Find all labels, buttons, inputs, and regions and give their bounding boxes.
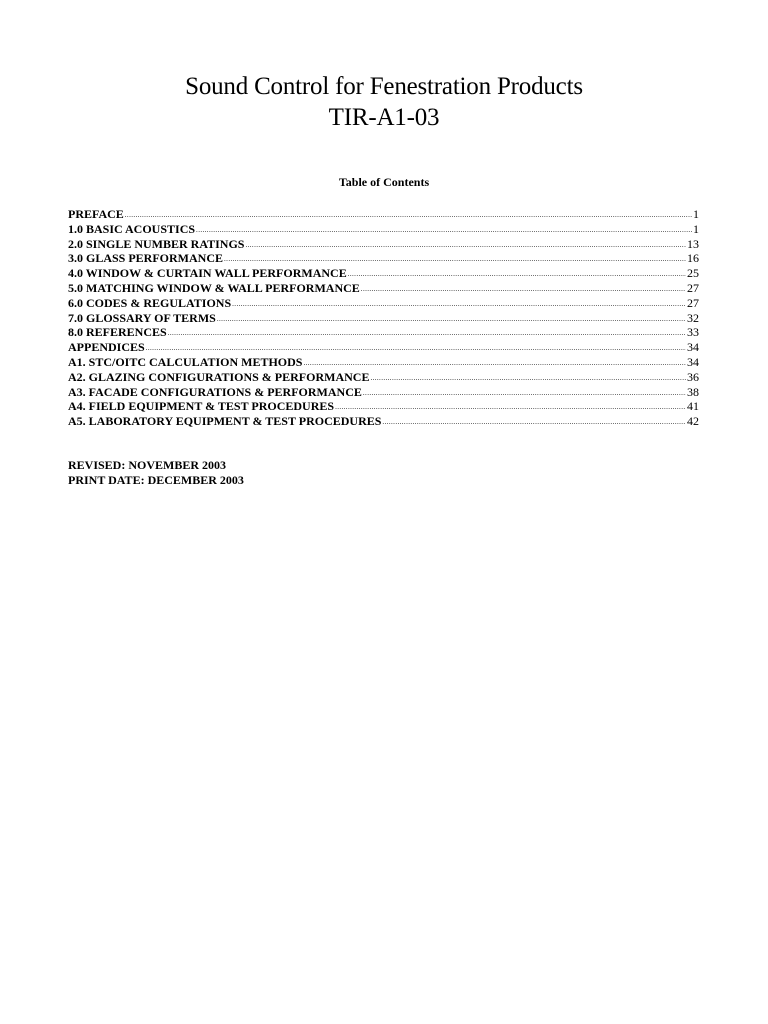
toc-entry-label: PREFACE	[68, 207, 124, 221]
toc-entry-page: 1	[693, 221, 699, 236]
toc-entry[interactable]	[68, 399, 699, 414]
toc-entry[interactable]	[68, 385, 699, 400]
toc-dot-leader	[168, 326, 686, 341]
document-footer	[68, 458, 244, 488]
toc-entry-page: 13	[687, 236, 699, 251]
toc-dot-leader	[363, 386, 686, 401]
toc-entry[interactable]	[68, 207, 699, 222]
toc-entry-label: 7.0 GLOSSARY OF TERMS	[68, 310, 216, 325]
toc-entry[interactable]	[68, 325, 699, 340]
toc-entry-label: 1.0 BASIC ACOUSTICS	[68, 221, 196, 236]
toc-dot-leader	[348, 267, 686, 282]
table-of-contents	[68, 207, 699, 429]
toc-entry-page: 16	[687, 251, 699, 266]
document-title: Sound Control for Fenestration Products	[185, 73, 583, 100]
toc-entry-page: 34	[687, 354, 699, 369]
toc-dot-leader	[125, 208, 692, 223]
toc-entry-label: 5.0 MATCHING WINDOW & WALL PERFORMANCE	[68, 280, 360, 295]
toc-dot-leader	[382, 415, 686, 430]
toc-dot-leader	[146, 341, 686, 356]
toc-entry[interactable]	[68, 340, 699, 355]
toc-entry-label: A1. STC/OITC CALCULATION METHODS	[68, 354, 303, 369]
toc-entry-label: 3.0 GLASS PERFORMANCE	[68, 251, 224, 266]
document-number: TIR-A1-03	[328, 104, 440, 131]
toc-entry-page: 36	[687, 369, 699, 384]
toc-entry-label: 2.0 SINGLE NUMBER RATINGS	[68, 236, 245, 251]
toc-entry-page: 33	[687, 325, 699, 340]
toc-entry[interactable]	[68, 222, 699, 237]
toc-entry-label: A3. FACADE CONFIGURATIONS & PERFORMANCE	[68, 384, 362, 399]
toc-entry-page: 32	[687, 310, 699, 325]
toc-dot-leader	[217, 312, 686, 327]
toc-entry-label: A2. GLAZING CONFIGURATIONS & PERFORMANCE	[68, 369, 370, 384]
toc-entry[interactable]	[68, 296, 699, 311]
toc-entry-page: 42	[687, 414, 699, 429]
toc-entry[interactable]	[68, 281, 699, 296]
toc-entry-page: 38	[687, 384, 699, 399]
toc-dot-leader	[370, 371, 686, 386]
toc-entry-label: A4. FIELD EQUIPMENT & TEST PROCEDURES	[68, 399, 335, 414]
toc-entry[interactable]	[68, 311, 699, 326]
toc-entry[interactable]	[68, 414, 699, 429]
revised-date: REVISED: NOVEMBER 2003	[68, 458, 227, 472]
toc-entry-page: 27	[687, 280, 699, 295]
toc-entry-label: A5. LABORATORY EQUIPMENT & TEST PROCEDURES	[68, 414, 382, 429]
toc-entry-page: 1	[693, 207, 699, 221]
toc-entry-label: 4.0 WINDOW & CURTAIN WALL PERFORMANCE	[68, 266, 347, 281]
toc-dot-leader	[224, 252, 686, 267]
toc-entry-label: 8.0 REFERENCES	[68, 325, 167, 340]
toc-entry[interactable]	[68, 251, 699, 266]
print-date: PRINT DATE: DECEMBER 2003	[68, 473, 244, 487]
toc-entry-page: 34	[687, 340, 699, 355]
toc-entry-page: 27	[687, 295, 699, 310]
toc-dot-leader	[196, 223, 692, 238]
toc-dot-leader	[303, 356, 686, 371]
toc-dot-leader	[361, 282, 686, 297]
toc-entry-label: APPENDICES	[68, 340, 145, 355]
toc-entry[interactable]	[68, 355, 699, 370]
toc-dot-leader	[245, 238, 686, 253]
toc-heading: Table of Contents	[338, 175, 430, 189]
toc-entry-label: 6.0 CODES & REGULATIONS	[68, 295, 232, 310]
toc-dot-leader	[232, 297, 686, 312]
toc-entry-page: 41	[687, 399, 699, 414]
toc-entry[interactable]	[68, 237, 699, 252]
toc-entry-page: 25	[687, 266, 699, 281]
toc-dot-leader	[335, 400, 686, 415]
toc-entry[interactable]	[68, 266, 699, 281]
toc-entry[interactable]	[68, 370, 699, 385]
